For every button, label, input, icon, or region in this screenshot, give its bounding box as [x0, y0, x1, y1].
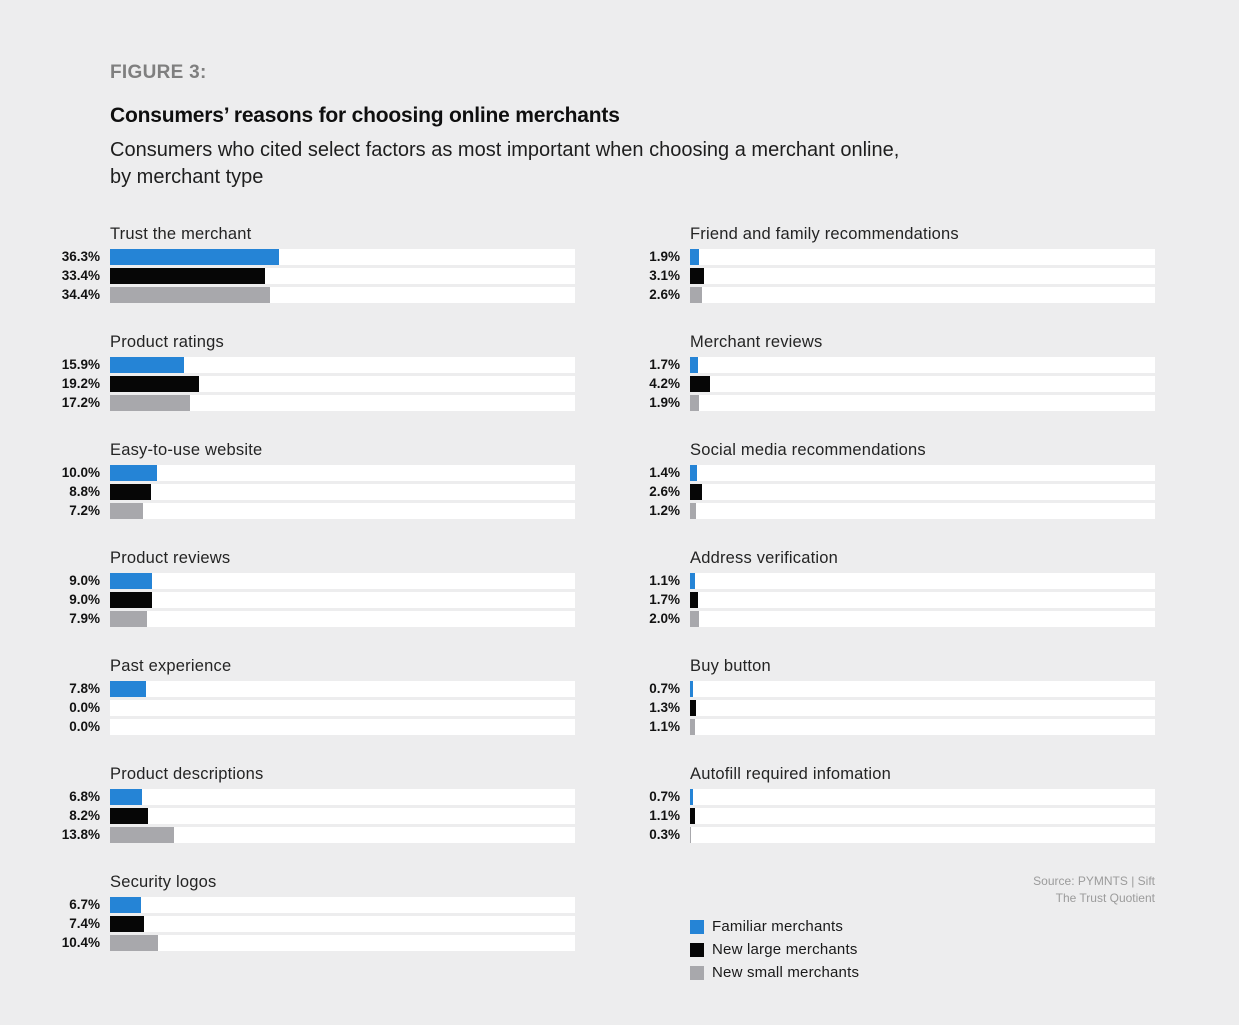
bar-track [690, 249, 1155, 265]
bar-row [45, 503, 575, 519]
bar-value-label: 9.0% [69, 592, 100, 607]
bar-row [625, 484, 1155, 500]
bar-row [625, 287, 1155, 303]
bar-familiar-merchants [690, 249, 699, 265]
bar-value-label: 10.4% [61, 935, 100, 950]
chart-column-right [625, 225, 1155, 988]
bar-group-product-reviews [45, 549, 575, 627]
bar-new-small-merchants [110, 503, 143, 519]
bar-new-large-merchants [690, 484, 702, 500]
bar-group-title: Security logos [110, 873, 217, 891]
bar-row [45, 681, 575, 697]
bar-row [45, 611, 575, 627]
source-line-1: Source: PYMNTS | Sift [1033, 874, 1155, 888]
bar-new-small-merchants [690, 719, 695, 735]
bar-group-product-descriptions [45, 765, 575, 843]
figure-title: Consumers’ reasons for choosing online merchants [110, 104, 620, 127]
bar-familiar-merchants [110, 789, 142, 805]
bar-group-friend-and-family-recommendations [625, 225, 1155, 303]
bar-track [690, 465, 1155, 481]
bar-group-title: Social media recommendations [690, 441, 926, 459]
legend-item-familiar-merchants [690, 919, 1155, 934]
figure-subtitle [110, 137, 899, 191]
bar-row [45, 789, 575, 805]
bar-group-title: Product ratings [110, 333, 224, 351]
bar-track [110, 287, 575, 303]
bar-row [625, 827, 1155, 843]
bar-row [45, 719, 575, 735]
bar-familiar-merchants [690, 465, 697, 481]
bar-row [625, 719, 1155, 735]
legend-swatch [690, 966, 704, 980]
bar-value-label: 4.2% [649, 376, 680, 391]
bar-track [690, 700, 1155, 716]
bar-new-large-merchants [110, 916, 144, 932]
bar-new-large-merchants [690, 376, 710, 392]
bar-familiar-merchants [690, 573, 695, 589]
bar-row [625, 573, 1155, 589]
bar-row [625, 611, 1155, 627]
bar-new-small-merchants [110, 827, 174, 843]
bar-value-label: 6.7% [69, 897, 100, 912]
bar-new-small-merchants [690, 395, 699, 411]
bar-group-title: Address verification [690, 549, 838, 567]
bar-row [625, 789, 1155, 805]
bar-value-label: 1.2% [649, 503, 680, 518]
bar-row [45, 935, 575, 951]
chart-column-right-groups [625, 225, 1155, 843]
bar-value-label: 1.3% [649, 700, 680, 715]
bar-value-label: 2.6% [649, 287, 680, 302]
bar-value-label: 3.1% [649, 268, 680, 283]
bar-track [110, 808, 575, 824]
bar-track [690, 719, 1155, 735]
bar-track [690, 592, 1155, 608]
figure-subtitle-line-1: Consumers who cited select factors as most important when choosing a merchant online, [110, 139, 900, 161]
bar-familiar-merchants [110, 357, 184, 373]
bar-new-large-merchants [110, 268, 265, 284]
bar-track [110, 789, 575, 805]
bar-track [690, 827, 1155, 843]
bar-group-past-experience [45, 657, 575, 735]
bar-row [625, 700, 1155, 716]
bar-new-large-merchants [110, 592, 152, 608]
bar-track [110, 681, 575, 697]
bar-value-label: 7.2% [69, 503, 100, 518]
bar-row [45, 827, 575, 843]
bar-familiar-merchants [110, 897, 141, 913]
figure-label: FIGURE 3: [110, 62, 207, 83]
bar-group-security-logos [45, 873, 575, 951]
bar-value-label: 1.4% [649, 465, 680, 480]
bar-value-label: 0.7% [649, 789, 680, 804]
bar-row [45, 897, 575, 913]
bar-row [45, 357, 575, 373]
bar-track [110, 465, 575, 481]
figure-subtitle-line-2: by merchant type [110, 166, 264, 188]
bar-row [45, 465, 575, 481]
bar-new-small-merchants [690, 827, 691, 843]
bar-familiar-merchants [110, 573, 152, 589]
legend-item-new-small-merchants [690, 965, 1155, 980]
bar-chart [45, 225, 1155, 988]
bar-group-title: Past experience [110, 657, 232, 675]
bar-track [110, 503, 575, 519]
bar-group-title: Product descriptions [110, 765, 264, 783]
bar-new-large-merchants [690, 592, 698, 608]
bar-new-large-merchants [110, 484, 151, 500]
figure-header [110, 62, 899, 191]
legend-swatch [690, 943, 704, 957]
bar-value-label: 9.0% [69, 573, 100, 588]
bar-track [690, 376, 1155, 392]
legend-item-label: New large merchants [712, 941, 858, 958]
legend-swatch [690, 920, 704, 934]
bar-group-social-media-recommendations [625, 441, 1155, 519]
legend-item-label: Familiar merchants [712, 918, 844, 935]
bar-group-title: Autofill required infomation [690, 765, 891, 783]
bar-group-buy-button [625, 657, 1155, 735]
bar-new-large-merchants [110, 808, 148, 824]
bar-track [690, 808, 1155, 824]
bar-track [690, 611, 1155, 627]
bar-track [110, 249, 575, 265]
bar-track [110, 827, 575, 843]
bar-new-small-merchants [110, 935, 158, 951]
source-note [690, 873, 1155, 907]
bar-familiar-merchants [110, 249, 279, 265]
bar-value-label: 0.3% [649, 827, 680, 842]
bar-value-label: 1.9% [649, 249, 680, 264]
bar-familiar-merchants [690, 789, 693, 805]
bar-value-label: 1.7% [649, 592, 680, 607]
bar-row [625, 268, 1155, 284]
bar-row [45, 808, 575, 824]
bar-group-title: Friend and family recommendations [690, 225, 959, 243]
bar-track [690, 484, 1155, 500]
bar-track [110, 376, 575, 392]
bar-row [45, 592, 575, 608]
bar-value-label: 0.0% [69, 700, 100, 715]
bar-row [45, 268, 575, 284]
bar-track [110, 700, 575, 716]
legend-item-label: New small merchants [712, 964, 860, 981]
source-line-2: The Trust Quotient [1055, 891, 1155, 905]
bar-value-label: 34.4% [61, 287, 100, 302]
bar-row [625, 681, 1155, 697]
bar-value-label: 8.8% [69, 484, 100, 499]
chart-column-left [45, 225, 575, 981]
bar-track [690, 395, 1155, 411]
bar-row [45, 700, 575, 716]
bar-familiar-merchants [110, 681, 146, 697]
bar-group-title: Trust the merchant [110, 225, 252, 243]
bar-familiar-merchants [110, 465, 157, 481]
bar-new-large-merchants [690, 808, 695, 824]
bar-value-label: 17.2% [61, 395, 100, 410]
bar-track [110, 484, 575, 500]
bar-row [625, 808, 1155, 824]
bar-value-label: 1.1% [649, 719, 680, 734]
bar-new-large-merchants [690, 268, 704, 284]
bar-group-title: Product reviews [110, 549, 231, 567]
bar-value-label: 1.1% [649, 573, 680, 588]
bar-value-label: 33.4% [61, 268, 100, 283]
bar-new-small-merchants [110, 287, 270, 303]
bar-track [110, 357, 575, 373]
bar-group-title: Buy button [690, 657, 771, 675]
bar-value-label: 0.0% [69, 719, 100, 734]
chart-legend [690, 919, 1155, 980]
bar-value-label: 1.9% [649, 395, 680, 410]
bar-value-label: 1.1% [649, 808, 680, 823]
bar-track [690, 573, 1155, 589]
bar-row [625, 592, 1155, 608]
bar-track [110, 935, 575, 951]
bar-track [690, 268, 1155, 284]
bar-value-label: 7.9% [69, 611, 100, 626]
bar-row [625, 395, 1155, 411]
bar-value-label: 2.0% [649, 611, 680, 626]
bar-value-label: 6.8% [69, 789, 100, 804]
bar-new-small-merchants [690, 611, 699, 627]
bar-group-easy-to-use-website [45, 441, 575, 519]
bar-row [45, 249, 575, 265]
bar-row [45, 916, 575, 932]
bar-value-label: 8.2% [69, 808, 100, 823]
bar-row [625, 357, 1155, 373]
bar-group-autofill-required-infomation [625, 765, 1155, 843]
bar-row [45, 573, 575, 589]
bar-value-label: 19.2% [61, 376, 100, 391]
bar-track [690, 357, 1155, 373]
bar-group-product-ratings [45, 333, 575, 411]
bar-group-title: Merchant reviews [690, 333, 823, 351]
bar-track [110, 592, 575, 608]
bar-track [110, 268, 575, 284]
bar-row [45, 287, 575, 303]
bar-row [625, 249, 1155, 265]
legend-item-new-large-merchants [690, 942, 1155, 957]
bar-value-label: 13.8% [61, 827, 100, 842]
bar-new-small-merchants [690, 287, 702, 303]
bar-track [110, 611, 575, 627]
bar-row [625, 503, 1155, 519]
bar-new-large-merchants [110, 376, 199, 392]
bar-row [45, 395, 575, 411]
bar-row [45, 376, 575, 392]
bar-row [625, 465, 1155, 481]
bar-group-title: Easy-to-use website [110, 441, 263, 459]
bar-track [110, 395, 575, 411]
bar-group-address-verification [625, 549, 1155, 627]
bar-group-merchant-reviews [625, 333, 1155, 411]
bar-new-large-merchants [690, 700, 696, 716]
bar-group-trust-the-merchant [45, 225, 575, 303]
bar-value-label: 7.8% [69, 681, 100, 696]
bar-track [110, 897, 575, 913]
bar-new-small-merchants [110, 611, 147, 627]
bar-row [45, 484, 575, 500]
bar-track [110, 719, 575, 735]
bar-value-label: 1.7% [649, 357, 680, 372]
bar-value-label: 10.0% [61, 465, 100, 480]
bar-value-label: 15.9% [61, 357, 100, 372]
bar-track [110, 573, 575, 589]
bar-row [625, 376, 1155, 392]
bar-value-label: 7.4% [69, 916, 100, 931]
bar-track [690, 287, 1155, 303]
bar-new-small-merchants [690, 503, 696, 519]
bar-track [110, 916, 575, 932]
bar-value-label: 2.6% [649, 484, 680, 499]
bar-new-small-merchants [110, 395, 190, 411]
bar-familiar-merchants [690, 357, 698, 373]
bar-track [690, 789, 1155, 805]
bar-track [690, 681, 1155, 697]
bar-track [690, 503, 1155, 519]
bar-value-label: 36.3% [61, 249, 100, 264]
bar-value-label: 0.7% [649, 681, 680, 696]
bar-familiar-merchants [690, 681, 693, 697]
